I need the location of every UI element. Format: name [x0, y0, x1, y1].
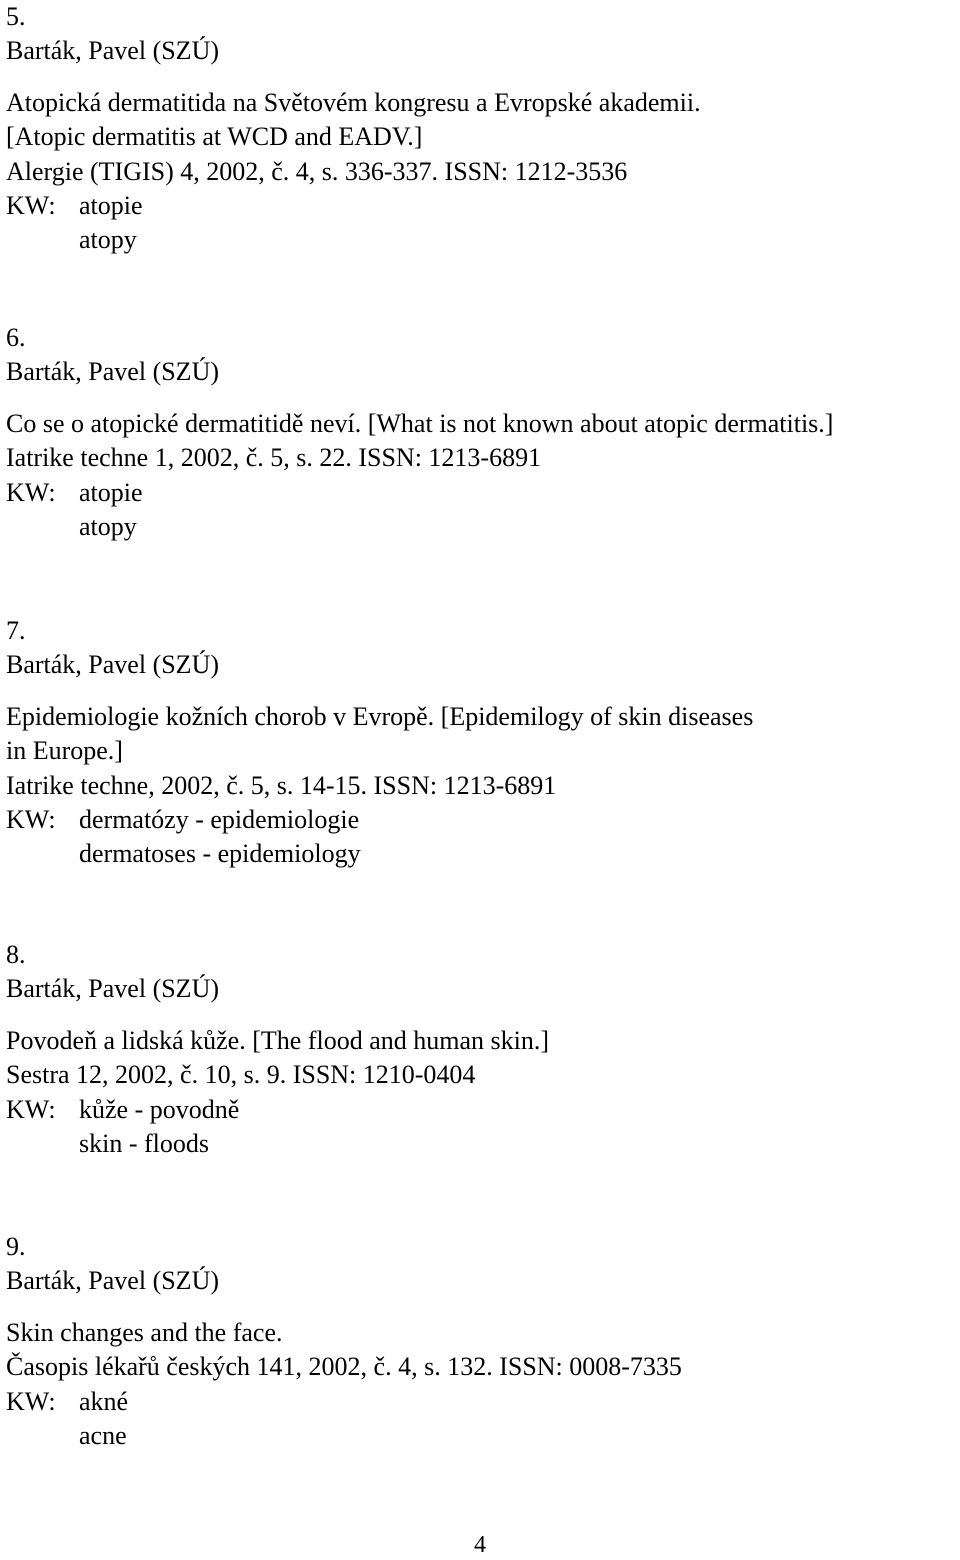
- entry-author: Barták, Pavel (SZÚ): [6, 357, 220, 387]
- entry-number: 8.: [6, 940, 26, 969]
- entry-source: Sestra 12, 2002, č. 10, s. 9. ISSN: 1210-0404: [6, 1060, 476, 1090]
- keyword-label: KW:: [6, 477, 56, 507]
- bibliography-entry-9: [6, 1230, 956, 1453]
- entry-title: Skin changes and the face.: [6, 1317, 283, 1347]
- entry-author: Barták, Pavel (SZÚ): [6, 650, 220, 680]
- entry-title-continued: in Europe.]: [6, 736, 123, 766]
- entry-keyword: atopie: [79, 477, 143, 507]
- entry-number: 9.: [6, 1232, 26, 1261]
- entry-title: Povodeň a lidská kůže. [The flood and human skin.]: [6, 1025, 549, 1055]
- entry-author: Barták, Pavel (SZÚ): [6, 1266, 220, 1296]
- entry-keyword: akné: [79, 1386, 129, 1416]
- entry-keyword-row: [6, 1385, 956, 1419]
- entry-keyword-row: [6, 223, 956, 257]
- bibliography-entry-6: [6, 321, 956, 544]
- entry-source: Iatrike techne, 2002, č. 5, s. 14-15. ISSN: 1213-6891: [6, 770, 557, 800]
- entry-keyword-row: [6, 189, 956, 223]
- entry-title-translation: [Atopic dermatitis at WCD and EADV.]: [6, 122, 423, 152]
- entry-source: Alergie (TIGIS) 4, 2002, č. 4, s. 336-337. ISSN: 1212-3536: [6, 156, 628, 186]
- keyword-label: KW:: [6, 1094, 56, 1124]
- bibliography-entry-7: [6, 614, 956, 872]
- entry-keyword-row: [6, 476, 956, 510]
- entry-author: Barták, Pavel (SZÚ): [6, 36, 220, 66]
- entry-title: Co se o atopické dermatitidě neví. [What is not known about atopic dermatitis.]: [6, 408, 834, 438]
- entry-keyword-row: [6, 1419, 956, 1453]
- entry-keyword: atopy: [79, 512, 137, 542]
- entry-number: 5.: [6, 2, 26, 31]
- keyword-label: KW:: [6, 805, 56, 835]
- entry-source: Časopis lékařů českých 141, 2002, č. 4, s. 132. ISSN: 0008-7335: [6, 1352, 682, 1382]
- entry-keyword-row: [6, 837, 956, 871]
- keyword-label: KW:: [6, 191, 56, 221]
- entry-number: 7.: [6, 616, 26, 645]
- bibliography-entry-8: [6, 938, 956, 1161]
- entry-keyword-row: [6, 803, 956, 837]
- bibliography-entry-5: [6, 0, 956, 258]
- entry-title: Atopická dermatitida na Světovém kongresu a Evropské akademii.: [6, 87, 701, 117]
- keyword-label: KW:: [6, 1386, 56, 1416]
- entry-source: Iatrike techne 1, 2002, č. 5, s. 22. ISSN: 1213-6891: [6, 443, 542, 473]
- entry-keyword-row: [6, 1127, 956, 1161]
- entry-keyword: acne: [79, 1421, 127, 1451]
- entry-keyword: atopy: [79, 225, 137, 255]
- page-number: 4: [474, 1532, 486, 1558]
- entry-keyword: skin - floods: [79, 1129, 209, 1159]
- entry-keyword-row: [6, 1093, 956, 1127]
- entry-keyword: dermatoses - epidemiology: [79, 839, 361, 869]
- entry-keyword: dermatózy - epidemiologie: [79, 805, 360, 835]
- entry-keyword: atopie: [79, 191, 143, 221]
- entry-number: 6.: [6, 323, 26, 352]
- entry-keyword: kůže - povodně: [79, 1094, 240, 1124]
- entry-title: Epidemiologie kožních chorob v Evropě. [Epidemilogy of skin diseases: [6, 701, 754, 731]
- entry-author: Barták, Pavel (SZÚ): [6, 974, 220, 1004]
- entry-keyword-row: [6, 510, 956, 544]
